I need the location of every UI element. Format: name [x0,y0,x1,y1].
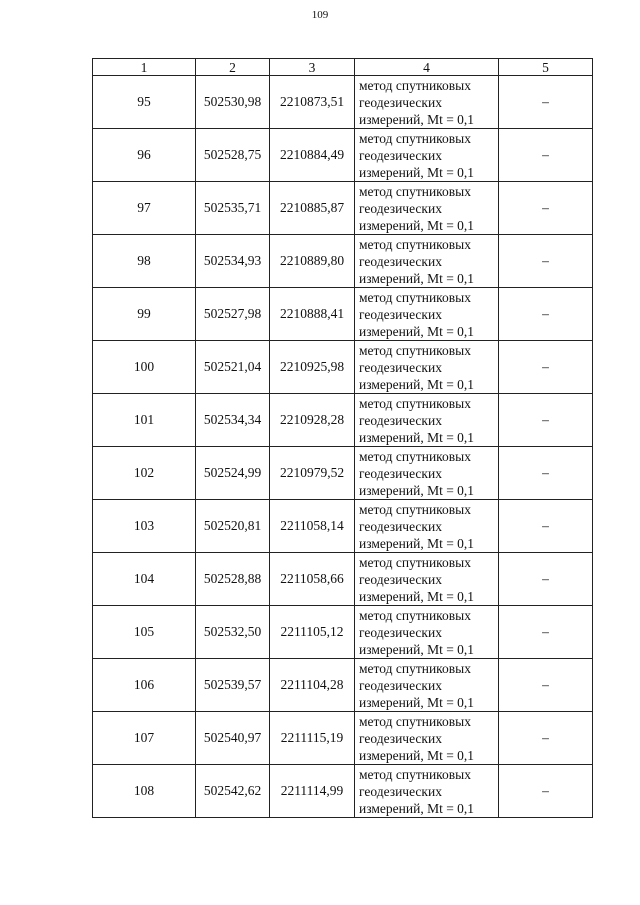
method-text-line: метод спутниковых [359,554,471,570]
method-cell [355,182,499,235]
point-number-cell: 107 [93,712,196,765]
x-coordinate-cell: 502535,71 [196,182,270,235]
method-text-line: метод спутниковых [359,713,471,729]
table-row [93,553,593,606]
table-row [93,712,593,765]
method-text-line: геодезических [359,624,442,640]
table-header-row [93,59,593,76]
method-text-line: геодезических [359,730,442,746]
method-text-line: метод спутниковых [359,130,471,146]
method-text-line: геодезических [359,571,442,587]
column-header: 5 [499,59,593,76]
method-text-line: измерений, Mt = 0,1 [359,217,475,233]
point-number-cell: 106 [93,659,196,712]
page-number: 109 [311,9,329,21]
note-cell: – [499,606,593,659]
method-text-line: измерений, Mt = 0,1 [359,323,475,339]
column-header: 2 [196,59,270,76]
x-coordinate-cell: 502520,81 [196,500,270,553]
y-coordinate-cell: 2210885,87 [270,182,355,235]
method-cell [355,712,499,765]
note-cell: – [499,712,593,765]
method-text-line: измерений, Mt = 0,1 [359,376,475,392]
coordinates-table [92,58,593,818]
y-coordinate-cell: 2211114,99 [270,765,355,818]
method-text-line: измерений, Mt = 0,1 [359,747,475,763]
point-number-cell: 96 [93,129,196,182]
table-row [93,235,593,288]
method-text-line: метод спутниковых [359,607,471,623]
note-cell: – [499,235,593,288]
point-number-cell: 103 [93,500,196,553]
method-text-line: измерений, Mt = 0,1 [359,111,475,127]
method-text-line: геодезических [359,359,442,375]
x-coordinate-cell: 502532,50 [196,606,270,659]
method-cell [355,659,499,712]
y-coordinate-cell: 2210928,28 [270,394,355,447]
method-cell [355,500,499,553]
y-coordinate-cell: 2210884,49 [270,129,355,182]
table-row [93,765,593,818]
method-text-line: измерений, Mt = 0,1 [359,641,475,657]
method-cell [355,606,499,659]
point-number-cell: 98 [93,235,196,288]
table-row [93,129,593,182]
column-header: 1 [93,59,196,76]
point-number-cell: 105 [93,606,196,659]
x-coordinate-cell: 502540,97 [196,712,270,765]
point-number-cell: 104 [93,553,196,606]
method-cell [355,341,499,394]
method-text-line: метод спутниковых [359,77,471,93]
method-text-line: измерений, Mt = 0,1 [359,164,475,180]
method-text-line: метод спутниковых [359,342,471,358]
y-coordinate-cell: 2210979,52 [270,447,355,500]
table-row [93,182,593,235]
column-header: 3 [270,59,355,76]
y-coordinate-cell: 2211104,28 [270,659,355,712]
y-coordinate-cell: 2211058,14 [270,500,355,553]
method-text-line: геодезических [359,518,442,534]
y-coordinate-cell: 2210873,51 [270,76,355,129]
method-text-line: метод спутниковых [359,660,471,676]
method-cell [355,765,499,818]
table-row [93,341,593,394]
note-cell: – [499,447,593,500]
y-coordinate-cell: 2211115,19 [270,712,355,765]
method-text-line: метод спутниковых [359,395,471,411]
y-coordinate-cell: 2211105,12 [270,606,355,659]
method-text-line: измерений, Mt = 0,1 [359,694,475,710]
x-coordinate-cell: 502530,98 [196,76,270,129]
method-text-line: геодезических [359,783,442,799]
method-text-line: геодезических [359,306,442,322]
point-number-cell: 99 [93,288,196,341]
method-text-line: геодезических [359,253,442,269]
method-cell [355,129,499,182]
method-text-line: метод спутниковых [359,448,471,464]
table-row [93,500,593,553]
method-text-line: геодезических [359,677,442,693]
table-row [93,394,593,447]
method-text-line: измерений, Mt = 0,1 [359,588,475,604]
point-number-cell: 101 [93,394,196,447]
method-text-line: метод спутниковых [359,183,471,199]
method-cell [355,553,499,606]
method-text-line: геодезических [359,200,442,216]
method-text-line: геодезических [359,412,442,428]
table-row [93,76,593,129]
method-cell [355,76,499,129]
note-cell: – [499,553,593,606]
x-coordinate-cell: 502527,98 [196,288,270,341]
table-row [93,659,593,712]
point-number-cell: 97 [93,182,196,235]
method-text-line: геодезических [359,465,442,481]
note-cell: – [499,765,593,818]
x-coordinate-cell: 502534,34 [196,394,270,447]
method-text-line: геодезических [359,147,442,163]
method-text-line: измерений, Mt = 0,1 [359,482,475,498]
y-coordinate-cell: 2211058,66 [270,553,355,606]
method-cell [355,235,499,288]
note-cell: – [499,341,593,394]
method-text-line: измерений, Mt = 0,1 [359,800,475,816]
y-coordinate-cell: 2210889,80 [270,235,355,288]
note-cell: – [499,288,593,341]
x-coordinate-cell: 502521,04 [196,341,270,394]
method-text-line: измерений, Mt = 0,1 [359,535,475,551]
note-cell: – [499,659,593,712]
point-number-cell: 108 [93,765,196,818]
table-row [93,288,593,341]
table-row [93,447,593,500]
note-cell: – [499,76,593,129]
method-cell [355,447,499,500]
method-text-line: измерений, Mt = 0,1 [359,429,475,445]
method-cell [355,288,499,341]
x-coordinate-cell: 502539,57 [196,659,270,712]
point-number-cell: 102 [93,447,196,500]
point-number-cell: 100 [93,341,196,394]
x-coordinate-cell: 502524,99 [196,447,270,500]
method-text-line: метод спутниковых [359,289,471,305]
x-coordinate-cell: 502534,93 [196,235,270,288]
note-cell: – [499,394,593,447]
y-coordinate-cell: 2210925,98 [270,341,355,394]
method-text-line: метод спутниковых [359,501,471,517]
y-coordinate-cell: 2210888,41 [270,288,355,341]
note-cell: – [499,182,593,235]
note-cell: – [499,500,593,553]
point-number-cell: 95 [93,76,196,129]
x-coordinate-cell: 502528,75 [196,129,270,182]
note-cell: – [499,129,593,182]
x-coordinate-cell: 502542,62 [196,765,270,818]
method-cell [355,394,499,447]
x-coordinate-cell: 502528,88 [196,553,270,606]
method-text-line: метод спутниковых [359,766,471,782]
column-header: 4 [355,59,499,76]
method-text-line: метод спутниковых [359,236,471,252]
method-text-line: геодезических [359,94,442,110]
method-text-line: измерений, Mt = 0,1 [359,270,475,286]
table-row [93,606,593,659]
table-body [93,76,593,818]
